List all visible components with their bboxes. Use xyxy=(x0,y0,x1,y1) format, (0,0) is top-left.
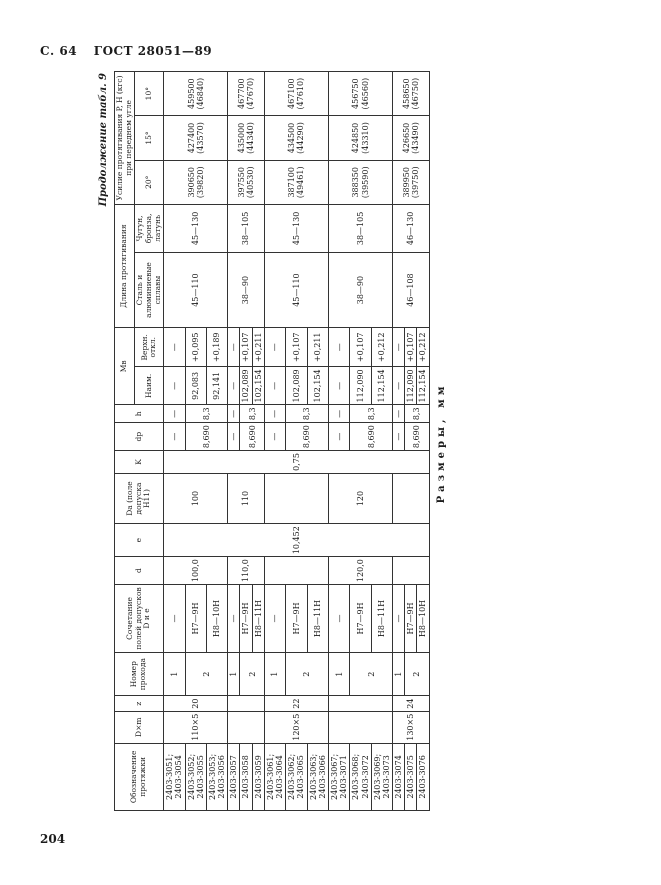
table-cell: 38—90 xyxy=(228,252,265,327)
col-f15: 15° xyxy=(135,116,164,160)
table-cell: +0,095 xyxy=(185,328,206,367)
col-force: Усилие протягивания P, Н (кгс) при переднем угле xyxy=(115,72,135,205)
table-cell: — xyxy=(264,585,285,653)
col-z: z xyxy=(115,696,164,711)
table-cell: 390650 (39820) xyxy=(164,160,228,204)
table-cell: H7—9H xyxy=(405,585,417,653)
table-cell: 2403-3076 xyxy=(417,743,429,810)
table-cell: 8,690 xyxy=(350,423,393,451)
table-cell: — xyxy=(328,423,349,451)
table-cell: — xyxy=(164,423,185,451)
table-cell: — xyxy=(228,423,240,451)
col-mv-nom: Наим. xyxy=(135,367,164,405)
table-cell: 2403-3069; 2403-3073 xyxy=(371,743,392,810)
table-cell: 2403-3053; 2403-3056 xyxy=(206,743,227,810)
table-cell: 1 xyxy=(264,652,285,696)
table-cell: — xyxy=(328,328,349,367)
table-cell: 92,141 xyxy=(206,367,227,405)
table-dimensions-caption: Размеры, мм xyxy=(436,382,447,504)
table-cell: 389950 (39750) xyxy=(393,160,430,204)
table-cell: 100,0 xyxy=(164,557,228,585)
col-len-steel: Сталь и алюминиевые сплавы xyxy=(135,252,164,327)
table-cell: +0,107 xyxy=(405,328,417,367)
table-cell: 435000 (44340) xyxy=(228,116,265,160)
table-cell: +0,212 xyxy=(371,328,392,367)
table-cell: H7—9H xyxy=(240,585,252,653)
table-cell: 102,154 xyxy=(307,367,328,405)
broach-table xyxy=(114,71,430,811)
table-cell xyxy=(264,473,328,523)
table-cell: 24 xyxy=(393,696,430,711)
table-cell: — xyxy=(164,367,185,405)
table-cell: 8,3 xyxy=(185,405,228,423)
table-cell: 2403-3074 xyxy=(393,743,405,810)
table-cell: 45—110 xyxy=(164,252,228,327)
table-cell: — xyxy=(164,328,185,367)
table-cell: — xyxy=(393,328,405,367)
table-cell: — xyxy=(328,405,349,423)
table-cell: — xyxy=(228,405,240,423)
table-cell: 388350 (39590) xyxy=(328,160,392,204)
shared-k: 0,75 xyxy=(164,451,430,474)
table-cell: 2 xyxy=(286,652,329,696)
col-k: K xyxy=(115,451,164,474)
col-mv-up: Верхн. откл. xyxy=(135,328,164,367)
page-header xyxy=(40,44,224,58)
table-cell: 2 xyxy=(185,652,228,696)
table-cell: 112,154 xyxy=(371,367,392,405)
table-cell: 112,154 xyxy=(417,367,429,405)
table-cell: 120×5 xyxy=(264,711,328,743)
table-cell: 112,090 xyxy=(350,367,371,405)
table-cell: 130×5 xyxy=(393,711,430,743)
table-cell: 22 xyxy=(264,696,328,711)
table-cell: — xyxy=(328,367,349,405)
table-cell: 46—130 xyxy=(393,204,430,252)
table-cell: 110×5 xyxy=(164,711,228,743)
table-cell: 2403-3063; 2403-3066 xyxy=(307,743,328,810)
table-cell: 92,083 xyxy=(185,367,206,405)
table-cell: 8,3 xyxy=(350,405,393,423)
col-f20: 20° xyxy=(135,160,164,204)
col-e: e xyxy=(115,524,164,557)
table-cell: 467100 (47610) xyxy=(264,72,328,116)
table-cell: — xyxy=(164,405,185,423)
col-tolerance: Сочетание полей допусков D и e xyxy=(115,585,164,653)
table-cell: 2 xyxy=(240,652,264,696)
table-cell: — xyxy=(264,405,285,423)
table-cell: — xyxy=(164,585,185,653)
table-cell: 427400 (43570) xyxy=(164,116,228,160)
table-cell: 2403-3062; 2403-3065 xyxy=(286,743,307,810)
table-cell: 120 xyxy=(328,473,392,523)
col-len-iron: Чугун, бронза, латунь xyxy=(135,204,164,252)
table-cell: +0,107 xyxy=(240,328,252,367)
table-cell: +0,211 xyxy=(252,328,264,367)
page-number: 204 xyxy=(40,832,66,846)
table-cell: 112,090 xyxy=(405,367,417,405)
table-cell: — xyxy=(228,328,240,367)
table-cell: 426650 (43490) xyxy=(393,116,430,160)
table-cell: 2403-3052; 2403-3055 xyxy=(185,743,206,810)
table-cell: H7—9H xyxy=(350,585,371,653)
table-cell: 38—105 xyxy=(228,204,265,252)
table-cell xyxy=(328,696,392,711)
table-cell: 467700 (47670) xyxy=(228,72,265,116)
table-cell: 2403-3051; 2403-3054 xyxy=(164,743,185,810)
table-cell: +0,211 xyxy=(307,328,328,367)
table-cell: 45—110 xyxy=(264,252,328,327)
table-row xyxy=(164,72,185,811)
table-cell: 1 xyxy=(228,652,240,696)
table-cell: +0,212 xyxy=(417,328,429,367)
table-cell: 2403-3068; 2403-3072 xyxy=(350,743,371,810)
table-cell: 20 xyxy=(164,696,228,711)
table-row xyxy=(328,72,349,811)
col-h: h xyxy=(115,405,164,423)
table-cell: — xyxy=(228,367,240,405)
table-cell: 8,690 xyxy=(405,423,429,451)
col-d: d xyxy=(115,557,164,585)
table-cell: 102,089 xyxy=(286,367,307,405)
table-cell: — xyxy=(393,585,405,653)
table-cell: 102,154 xyxy=(252,367,264,405)
table-cell: — xyxy=(228,585,240,653)
table-cell: — xyxy=(328,585,349,653)
table-cell: 2403-3057 xyxy=(228,743,240,810)
col-designation: Обозначение протяжки xyxy=(115,743,164,810)
table-cell xyxy=(228,711,265,743)
table-cell: 100 xyxy=(164,473,228,523)
table-cell: — xyxy=(264,328,285,367)
table-cell: 2403-3059 xyxy=(252,743,264,810)
table-cell: — xyxy=(264,423,285,451)
table-cell xyxy=(328,711,392,743)
table-cell: 1 xyxy=(164,652,185,696)
table-cell: 8,3 xyxy=(405,405,429,423)
table-cell: 1 xyxy=(328,652,349,696)
col-mv: Mв xyxy=(115,328,135,405)
table-cell: 459500 (46840) xyxy=(164,72,228,116)
table-cell: 387100 (49461) xyxy=(264,160,328,204)
table-cell: H8—10H xyxy=(417,585,429,653)
table-cell: 45—130 xyxy=(164,204,228,252)
table-cell: 2403-3067; 2403-3071 xyxy=(328,743,349,810)
col-f10: 10° xyxy=(135,72,164,116)
standard-title: ГОСТ 28051—89 xyxy=(93,44,213,58)
table-cell: 2403-3058 xyxy=(240,743,252,810)
table-cell: 8,690 xyxy=(286,423,329,451)
table-cell: 2403-3075 xyxy=(405,743,417,810)
table-row xyxy=(393,72,405,811)
table-cell: +0,107 xyxy=(286,328,307,367)
table-cell: 8,690 xyxy=(240,423,264,451)
table-cell: H8—11H xyxy=(307,585,328,653)
col-da: Da (поле допуска H11) xyxy=(115,473,164,523)
col-dxm: D×m xyxy=(115,711,164,743)
table-cell: H8—11H xyxy=(371,585,392,653)
table-cell xyxy=(393,557,430,585)
table-cell: 2 xyxy=(405,652,429,696)
table-cell: — xyxy=(393,423,405,451)
page-code: С. 64 xyxy=(40,44,78,58)
table-cell: 2 xyxy=(350,652,393,696)
table-cell: — xyxy=(393,405,405,423)
table-row xyxy=(228,72,240,811)
shared-e: 10,452 xyxy=(164,524,430,557)
table-cell: 456750 (46560) xyxy=(328,72,392,116)
col-dp: dр xyxy=(115,423,164,451)
table-cell: 8,3 xyxy=(286,405,329,423)
table-cell: 46—108 xyxy=(393,252,430,327)
table-cell: 8,3 xyxy=(240,405,264,423)
table-cell: +0,107 xyxy=(350,328,371,367)
table-cell: — xyxy=(393,367,405,405)
table-cell: 45—130 xyxy=(264,204,328,252)
col-length: Длина протягивания xyxy=(115,204,135,327)
table-cell: 2403-3061; 2403-3064 xyxy=(264,743,285,810)
table-cell: — xyxy=(264,367,285,405)
table-cell: H7—9H xyxy=(286,585,307,653)
table-cell xyxy=(264,557,328,585)
table-cell: 8,690 xyxy=(185,423,228,451)
table-cell: +0,189 xyxy=(206,328,227,367)
table-cell: 458650 (46750) xyxy=(393,72,430,116)
table-cell: 38—105 xyxy=(328,204,392,252)
table-cell: 434500 (44290) xyxy=(264,116,328,160)
table-cell: H8—11H xyxy=(252,585,264,653)
table-cell: 110 xyxy=(228,473,265,523)
table-cell: H8—10H xyxy=(206,585,227,653)
table-cell: 38—90 xyxy=(328,252,392,327)
table-cell xyxy=(393,473,430,523)
table-cell: 424850 (43310) xyxy=(328,116,392,160)
table-cell: 110,0 xyxy=(228,557,265,585)
col-pass-no: Номер прохода xyxy=(115,652,164,696)
table-cell: 120,0 xyxy=(328,557,392,585)
table-row xyxy=(264,72,285,811)
table-cell: H7—9H xyxy=(185,585,206,653)
table-cell: 102,089 xyxy=(240,367,252,405)
table-cell: 1 xyxy=(393,652,405,696)
table-cell: 397550 (40530) xyxy=(228,160,265,204)
table-continuation-caption: Продолжение табл. 9 xyxy=(98,73,109,207)
table-cell xyxy=(228,696,265,711)
rotated-table-area xyxy=(92,67,612,819)
